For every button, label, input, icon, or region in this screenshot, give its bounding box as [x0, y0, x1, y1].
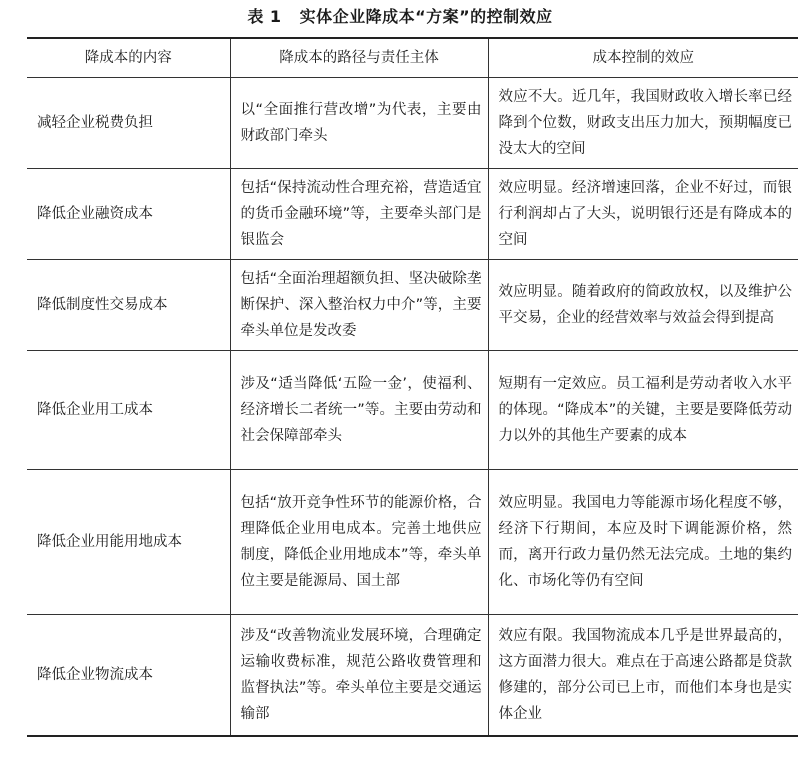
table-row	[27, 615, 798, 737]
cell-path: 涉及“改善物流业发展环境，合理确定运输收费标准，规范公路收费管理和监督执法”等。牵头单位主要是交通运输部	[230, 615, 488, 737]
header-effect: 成本控制的效应	[488, 38, 798, 78]
header-row	[27, 38, 798, 78]
table-number: 表 1	[247, 7, 282, 26]
cell-path: 包括“全面治理超额负担、坚决破除垄断保护、深入整治权力中介”等，主要牵头单位是发改委	[230, 260, 488, 351]
table-title: 实体企业降成本“方案”的控制效应	[299, 7, 553, 26]
cell-content: 降低制度性交易成本	[27, 260, 230, 351]
cell-path: 包括“放开竞争性环节的能源价格，合理降低企业用电成本。完善土地供应制度，降低企业用地成本”等，牵头单位主要是能源局、国土部	[230, 470, 488, 615]
cell-content: 降低企业物流成本	[27, 615, 230, 737]
header-path: 降成本的路径与责任主体	[230, 38, 488, 78]
cell-effect: 短期有一定效应。员工福利是劳动者收入水平的体现。“降成本”的关键，主要是要降低劳动力以外的其他生产要素的成本	[488, 351, 798, 470]
cell-path: 以“全面推行营改增”为代表，主要由财政部门牵头	[230, 78, 488, 169]
cost-control-table	[27, 37, 798, 737]
cell-path: 包括“保持流动性合理充裕，营造适宜的货币金融环境”等，主要牵头部门是银监会	[230, 169, 488, 260]
cell-effect: 效应有限。我国物流成本几乎是世界最高的，这方面潜力很大。难点在于高速公路都是贷款修建的，部分公司已上市，而他们本身也是实体企业	[488, 615, 798, 737]
cell-effect: 效应明显。经济增速回落，企业不好过，而银行利润却占了大头，说明银行还是有降成本的空间	[488, 169, 798, 260]
cell-path: 涉及“适当降低‘五险一金’，使福利、经济增长二者统一”等。主要由劳动和社会保障部牵头	[230, 351, 488, 470]
table-row	[27, 260, 798, 351]
cell-content: 减轻企业税费负担	[27, 78, 230, 169]
table-caption	[0, 6, 800, 28]
cell-content: 降低企业融资成本	[27, 169, 230, 260]
cell-effect: 效应明显。随着政府的简政放权，以及维护公平交易，企业的经营效率与效益会得到提高	[488, 260, 798, 351]
table-row	[27, 78, 798, 169]
table-row	[27, 470, 798, 615]
cell-effect: 效应不大。近几年，我国财政收入增长率已经降到个位数，财政支出压力加大，预期幅度已没太大的空间	[488, 78, 798, 169]
table-row	[27, 169, 798, 260]
cell-effect: 效应明显。我国电力等能源市场化程度不够，经济下行期间，本应及时下调能源价格，然而，离开行政力量仍然无法完成。土地的集约化、市场化等仍有空间	[488, 470, 798, 615]
cell-content: 降低企业用工成本	[27, 351, 230, 470]
header-content: 降成本的内容	[27, 38, 230, 78]
cell-content: 降低企业用能用地成本	[27, 470, 230, 615]
table-row	[27, 351, 798, 470]
